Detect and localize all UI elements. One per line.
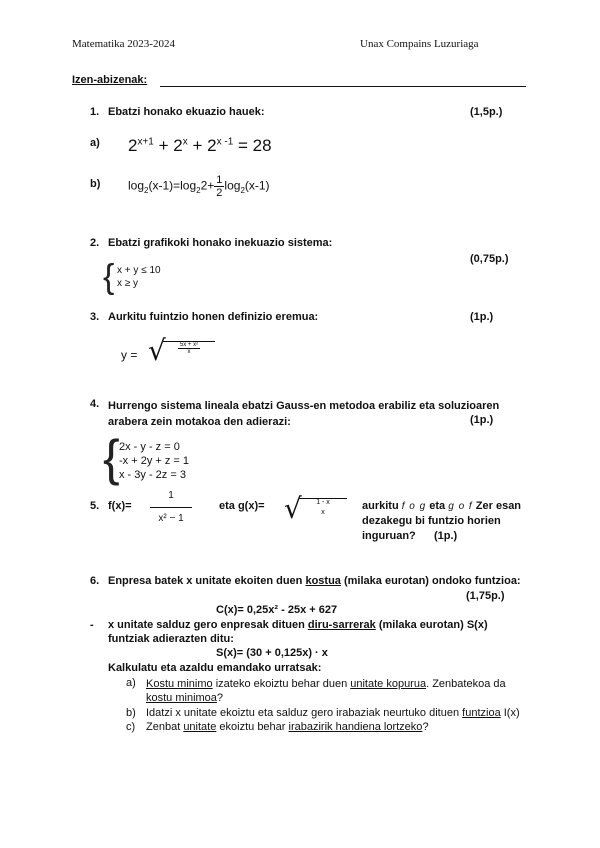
q6b-text: Idatzi x unitate ekoiztu eta salduz gero irabaziak neurtuko dituen funtzioa I(x) — [146, 707, 520, 719]
q6-line1: Enpresa batek x unitate ekoiten duen kostua (milaka eurotan) ondoko funtzioa: — [108, 575, 521, 587]
q2-system: x + y ≤ 10 x ≥ y — [117, 265, 161, 289]
q5-f-fraction: $\frac{1}{\text{x² − 1}}$ — [152, 490, 190, 524]
q6-bullet: - — [90, 619, 94, 631]
q6-income-formula: S(x)= (30 + 0,125x) · x — [216, 647, 328, 659]
q1-points: (1,5p.) — [470, 106, 503, 118]
q3-points: (1p.) — [470, 311, 494, 323]
q5-text3: inguruan? — [362, 530, 416, 542]
name-label: Izen-abizenak: — [72, 74, 148, 86]
q5-f-label: f(x)= — [108, 500, 132, 512]
q3-lhs: y = — [121, 348, 138, 362]
q5-task: aurkitu f o g eta g o f Zer esan — [362, 500, 522, 512]
q6-cost-formula: C(x)= 0,25x² - 25x + 627 — [216, 604, 338, 616]
name-line[interactable] — [160, 86, 526, 87]
q6c-label: c) — [126, 721, 136, 733]
q1-text: Ebatzi honako ekuazio hauek: — [108, 106, 265, 118]
q5-g-radicand: 1 - x x — [299, 498, 347, 516]
q2-text: Ebatzi grafikoki honako inekuazio sistema: — [108, 237, 333, 249]
header-author: Unax Compains Luzuriaga — [360, 38, 479, 50]
q6-number: 6. — [90, 575, 100, 587]
q4-points: (1p.) — [470, 414, 494, 426]
q5-radical: √ — [284, 492, 302, 525]
q6b-label: b) — [126, 707, 136, 719]
q4-brace: { — [103, 430, 120, 486]
q1a-label: a) — [90, 137, 100, 149]
q2-points: (0,75p.) — [470, 253, 509, 265]
q5-text2: dezakegu bi funtzio horien — [362, 515, 501, 527]
q2-number: 2. — [90, 237, 100, 249]
q3-radicand: $\frac{\text{5x + x²}}{x}$ — [163, 341, 215, 355]
q2-brace: { — [103, 258, 115, 296]
q4-text: Hurrengo sistema lineala ebatzi Gauss-en metodoa erabiliz eta soluzioaren arabera zein motakoa den adierazi: — [108, 400, 500, 428]
q4-system: 2x - y - z = 0 -x + 2y + z = 1 x - 3y - 2z = 3 — [119, 441, 190, 481]
q6a-text: Kostu minimo izateko ekoiztu behar duen unitate kopurua. Zenbatekoa da kostu minimoa? — [146, 678, 506, 704]
q1a-equation: $2^{x+1} + 2^x + 2^{x -1} = 28$ — [128, 136, 272, 155]
q6a-label: a) — [126, 677, 136, 689]
q4-number: 4. — [90, 398, 100, 410]
header-subject: Matematika 2023-2024 — [72, 38, 175, 50]
q1b-label: b) — [90, 178, 101, 190]
q5-g-label: eta g(x)= — [219, 500, 265, 512]
q1b-equation: $\log_2(x-1)=\log_22+$ $\frac{1}{2}$ $\log_2(x-1)$ — [128, 174, 270, 199]
q6-line3: funtziak adierazten ditu: — [108, 633, 234, 645]
q6-instruction: Kalkulatu eta azaldu emandako urratsak: — [108, 662, 322, 674]
q6-line2: x unitate salduz gero enpresak dituen diru-sarrerak (milaka eurotan) S(x) — [108, 619, 488, 631]
q5-points: (1p.) — [434, 530, 458, 542]
q3-number: 3. — [90, 311, 100, 323]
q3-radical: √ — [148, 334, 166, 367]
q6c-text: Zenbat unitate ekoiztu behar irabazirik handiena lortzeko? — [146, 721, 429, 733]
q6-points: (1,75p.) — [466, 590, 505, 602]
q1-number: 1. — [90, 106, 100, 118]
q5-number: 5. — [90, 500, 100, 512]
q3-text: Aurkitu fuintzio honen definizio eremua: — [108, 311, 319, 323]
